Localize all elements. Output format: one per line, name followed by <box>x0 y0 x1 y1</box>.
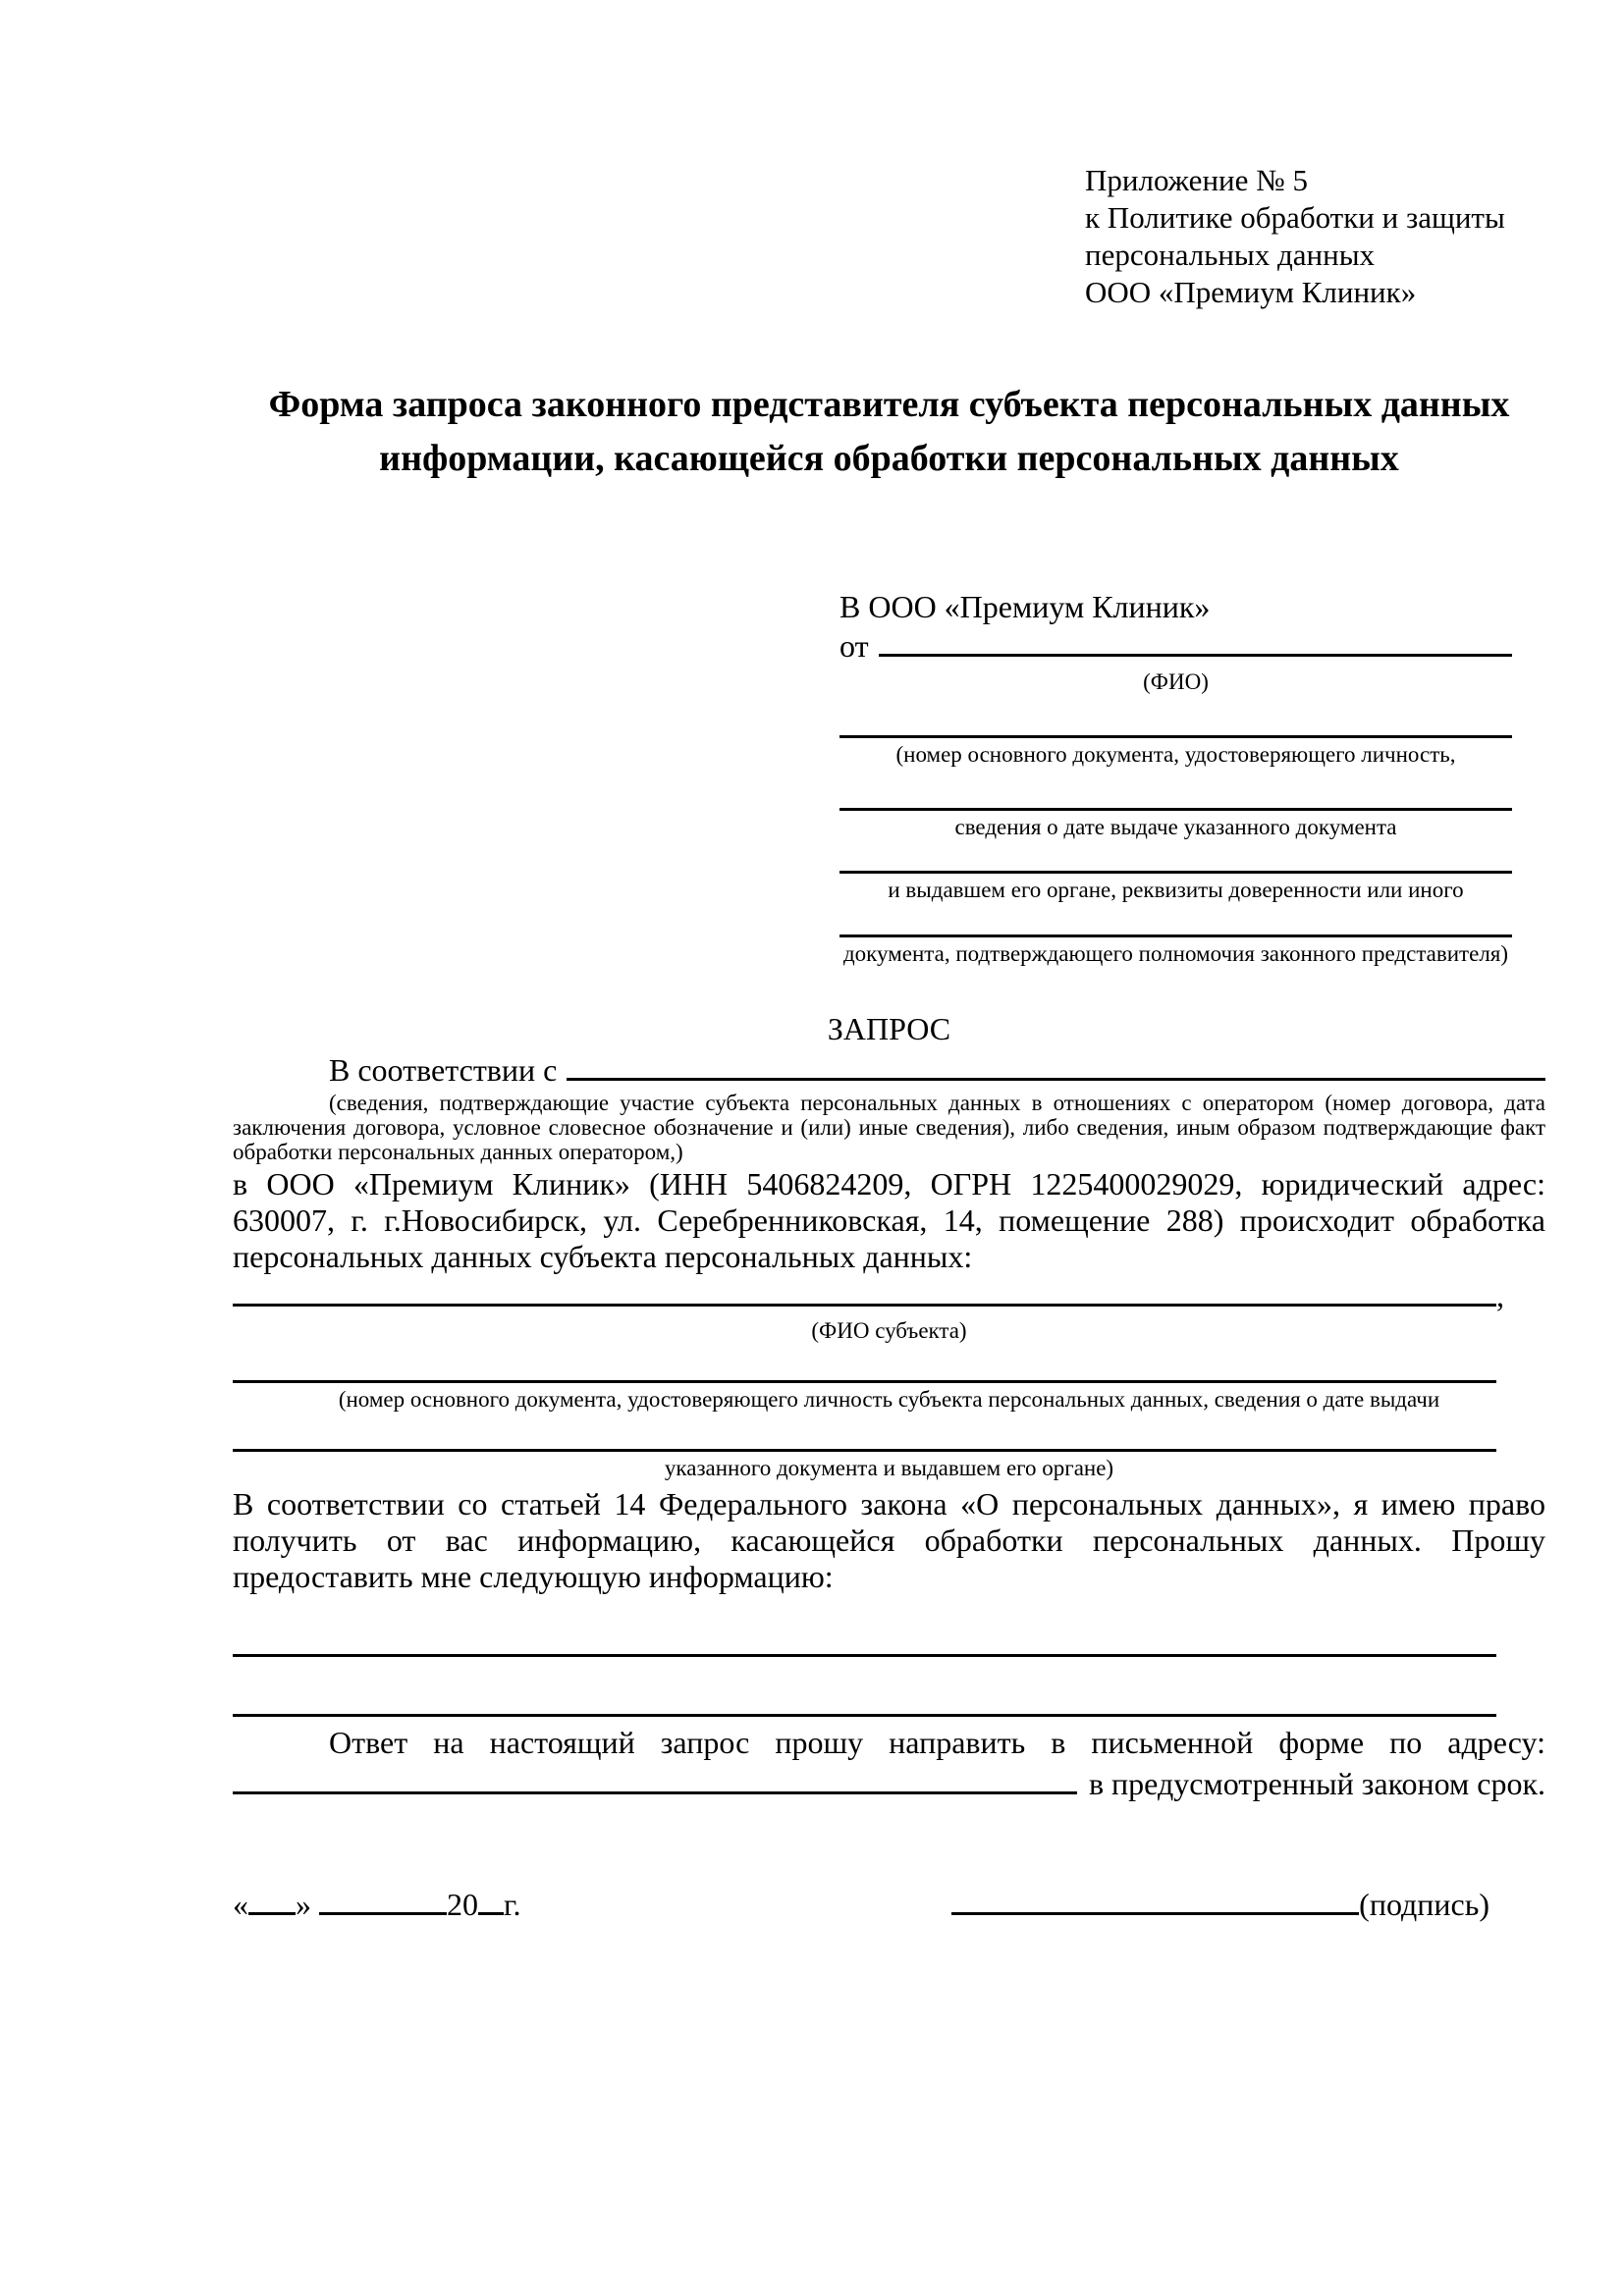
field-id-document-number[interactable] <box>839 735 1512 738</box>
field-id-document-issue-date[interactable] <box>839 808 1512 811</box>
trailing-comma: , <box>1496 1278 1504 1313</box>
reply-tail: в предусмотренный законом срок. <box>1088 1766 1545 1801</box>
issue-date-caption: сведения о дате выдаче указанного документа <box>954 815 1397 839</box>
field-subject-document-issuer[interactable] <box>233 1449 1496 1452</box>
appendix-line: персональных данных <box>1085 238 1376 272</box>
subject-id-document-caption: (номер основного документа, удостоверяющего личность субъекта персональных данных, сведения о дате выдачи <box>338 1387 1440 1412</box>
field-requested-info-2[interactable] <box>233 1714 1496 1717</box>
field-month[interactable] <box>319 1912 447 1915</box>
field-year[interactable] <box>478 1912 504 1915</box>
basis-note: (сведения, подтверждающие участие субъекта персональных данных в отношениях с оператором (номер договора, дата заключения договора, условное словесное обозначение и (или) иные сведения), либо сведения, иным образом подтверждающие факт обработки персональных данных оператором,) <box>233 1091 1545 1164</box>
title-line: информации, касающейся обработки персональных данных <box>379 438 1399 479</box>
subject-document-issuer-caption: указанного документа и выдавшем его органе) <box>664 1456 1114 1480</box>
title-line: Форма запроса законного представителя субъекта персональных данных <box>268 384 1510 425</box>
reply-address-row <box>233 1761 1545 1806</box>
addressee-organization: В ООО «Премиум Клиник» <box>839 589 1211 624</box>
appendix-reference <box>1085 162 1545 311</box>
appendix-line: к Политике обработки и защиты <box>1085 200 1505 235</box>
appendix-line: Приложение № 5 <box>1085 163 1308 197</box>
date-group <box>233 1885 521 1924</box>
subject-fio-row <box>233 1275 1545 1316</box>
day-open-quote: « <box>233 1887 248 1922</box>
authority-document-caption: документа, подтверждающего полномочия законного представителя) <box>842 941 1509 966</box>
year-prefix: 20 <box>447 1887 478 1922</box>
from-label: от <box>839 628 869 664</box>
basis-row <box>233 1050 1545 1090</box>
field-basis[interactable] <box>567 1078 1545 1081</box>
reply-paragraph: Ответ на настоящий запрос прошу направить в письменной форме по адресу: <box>329 1725 1545 1760</box>
rights-paragraph: В соответствии со статьей 14 Федерального закона «О персональных данных», я имею право получить от вас информацию, касающейся обработки персональных данных. Прошу предоставить мне следующую информацию: <box>233 1486 1545 1594</box>
request-heading: ЗАПРОС <box>827 1011 951 1046</box>
field-representative-fio[interactable] <box>879 654 1512 657</box>
subject-fio-caption: (ФИО субъекта) <box>811 1318 967 1343</box>
document-title <box>233 378 1545 486</box>
field-reply-address[interactable] <box>233 1791 1077 1794</box>
addressee-block <box>839 587 1512 966</box>
footer-row <box>233 1885 1545 1924</box>
day-close-quote: » <box>296 1887 311 1922</box>
field-subject-id-document[interactable] <box>233 1380 1496 1383</box>
field-signature[interactable] <box>951 1912 1359 1915</box>
fio-caption: (ФИО) <box>1143 669 1209 694</box>
field-day[interactable] <box>248 1912 296 1915</box>
field-issuing-authority[interactable] <box>839 871 1512 874</box>
signature-group <box>951 1885 1489 1924</box>
year-suffix: г. <box>504 1887 521 1922</box>
field-requested-info-1[interactable] <box>233 1654 1496 1657</box>
id-document-caption: (номер основного документа, удостоверяющего личность, <box>895 742 1456 767</box>
field-authority-document[interactable] <box>839 934 1512 937</box>
from-row <box>839 626 1512 666</box>
basis-lead: В соответствии с <box>329 1052 558 1088</box>
field-subject-fio[interactable] <box>233 1304 1496 1307</box>
operator-paragraph: в ООО «Премиум Клиник» (ИНН 5406824209, ОГРН 1225400029029, юридический адрес: 630007, г. г.Новосибирск, ул. Серебренниковская, 14, помещение 288) происходит обработка персональных данных субъекта персональных данных: <box>233 1166 1545 1274</box>
appendix-line: ООО «Премиум Клиник» <box>1085 275 1417 309</box>
issuing-authority-caption: и выдавшем его органе, реквизиты доверенности или иного <box>888 878 1464 902</box>
signature-caption: (подпись) <box>1359 1887 1489 1922</box>
